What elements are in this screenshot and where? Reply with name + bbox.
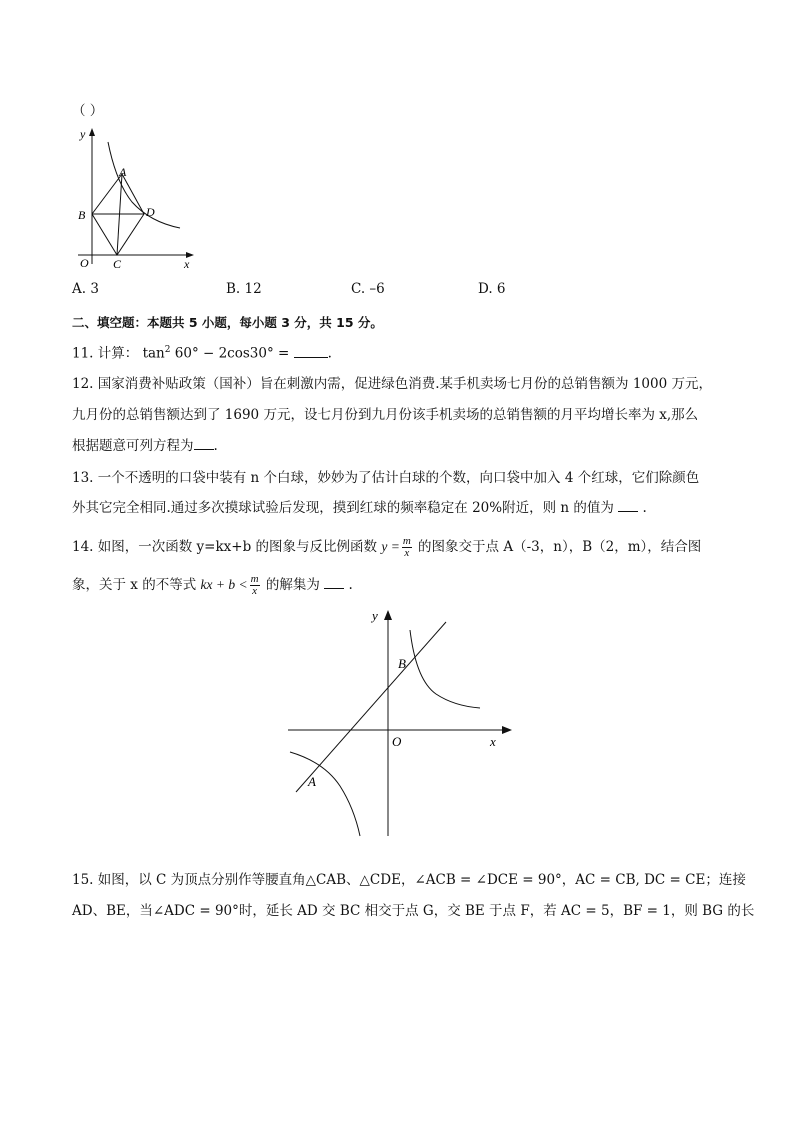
q12-line-3-text: 根据题意可列方程为 [72,438,194,454]
q11-suffix: . [327,345,332,362]
q14-label-b: B [398,656,406,671]
q11-answer-blank[interactable] [294,344,328,358]
q12-line-3-end: . [213,438,218,454]
q13-line-1: 13. 一个不透明的口袋中装有 n 个白球，妙妙为了估计白球的个数，向口袋中加入 4 个红球，它们除颜色 [72,470,700,486]
section-2-title: 二、填空题：本题共 5 小题，每小题 3 分，共 15 分。 [72,315,383,330]
q14-fraction-1-num: m [402,535,411,547]
q13-answer-blank[interactable] [618,498,638,512]
q13-line-2-text: 外其它完全相同.通过多次摸球试验后发现，摸到红球的频率稳定在 20%附近，则 n 的值为 [72,500,614,516]
q14-fraction-2 [250,574,260,597]
q14-line-1-b: 的图象交于点 A（-3，n），B（2，m），结合图 [413,539,702,555]
q10-option-d: D. 6 [478,281,506,297]
q14-fraction-1-den: x [404,547,410,559]
q14-fraction-2-num: m [250,573,259,585]
q14-fraction-2-den: x [252,585,258,597]
q14-line-1 [72,533,701,561]
q14-inequality: kx + b < [200,577,248,592]
q12-line-1: 12. 国家消费补贴政策（国补）旨在刺激内需，促进绿色消费.某手机卖场七月份的总销售额为 1000 万元， [72,376,712,392]
q10-answer-bracket: （ ） [72,103,104,119]
q13-line-2-end: . [642,500,647,516]
q10-label-a: A [119,165,127,179]
q10-label-o: O [80,256,89,270]
q10-option-b: B. 12 [226,281,262,297]
q10-option-a: A. 3 [72,281,99,297]
q14-line-graph [296,622,446,792]
q11-expr-a: tan [142,345,165,362]
q14-label-o: O [392,734,402,749]
q10-y-arrow [89,128,95,136]
q14-fraction-1 [402,536,412,559]
q14-line-1-a: 14. 如图，一次函数 y=kx+b 的图象与反比例函数 [72,539,382,555]
q14-x-arrow [502,726,512,734]
q10-label-b: B [78,208,86,222]
q12-line-3 [72,436,218,456]
q14-line-2-b: 的解集为 [261,577,320,593]
q15-line-2: AD、BE，当∠ADC = 90°时，延长 AD 交 BC 相交于点 G，交 BE 于点 F，若 AC = 5，BF = 1，则 BG 的长 [72,903,755,919]
q14-y-arrow [384,610,392,620]
q14-answer-blank[interactable] [324,575,344,589]
q10-label-c: C [113,257,122,270]
q13-line-2 [72,498,647,518]
q10-hyperbola [108,142,180,228]
q14-y-eq: y = [381,539,400,554]
q14-label-y: y [372,608,378,623]
q11-expr-sup: 2 [164,345,171,355]
q14-label-a: A [308,774,316,789]
q11-question [72,340,332,364]
q12-answer-blank[interactable] [194,436,214,450]
q10-label-x: x [184,257,190,270]
q12-line-2: 九月份的总销售额达到了 1690 万元，设七月份到九月份该手机卖场的总销售额的月平均增长率为 x,那么 [72,407,699,423]
q14-hyperbola-branch-2 [290,752,360,836]
q10-option-c: C. –6 [351,281,385,297]
q10-label-y: y [80,127,86,141]
q14-figure [284,602,516,840]
q14-line-2-a: 象，关于 x 的不等式 [72,577,201,593]
q11-expr-b: 60° − 2cos30° = [170,345,290,362]
q14-label-x: x [490,734,496,749]
q14-hyperbola-branch-1 [410,630,480,708]
q14-line-2-end: . [348,577,353,593]
q10-label-d: D [146,205,155,219]
q10-figure [68,124,198,270]
q14-line-2 [72,571,353,599]
q11-prefix: 11. 计算： [72,345,139,362]
q15-line-1: 15. 如图，以 C 为顶点分别作等腰直角△CAB、△CDE，∠ACB = ∠DCE = 90°，AC = CB, DC = CE；连接 [72,872,746,888]
